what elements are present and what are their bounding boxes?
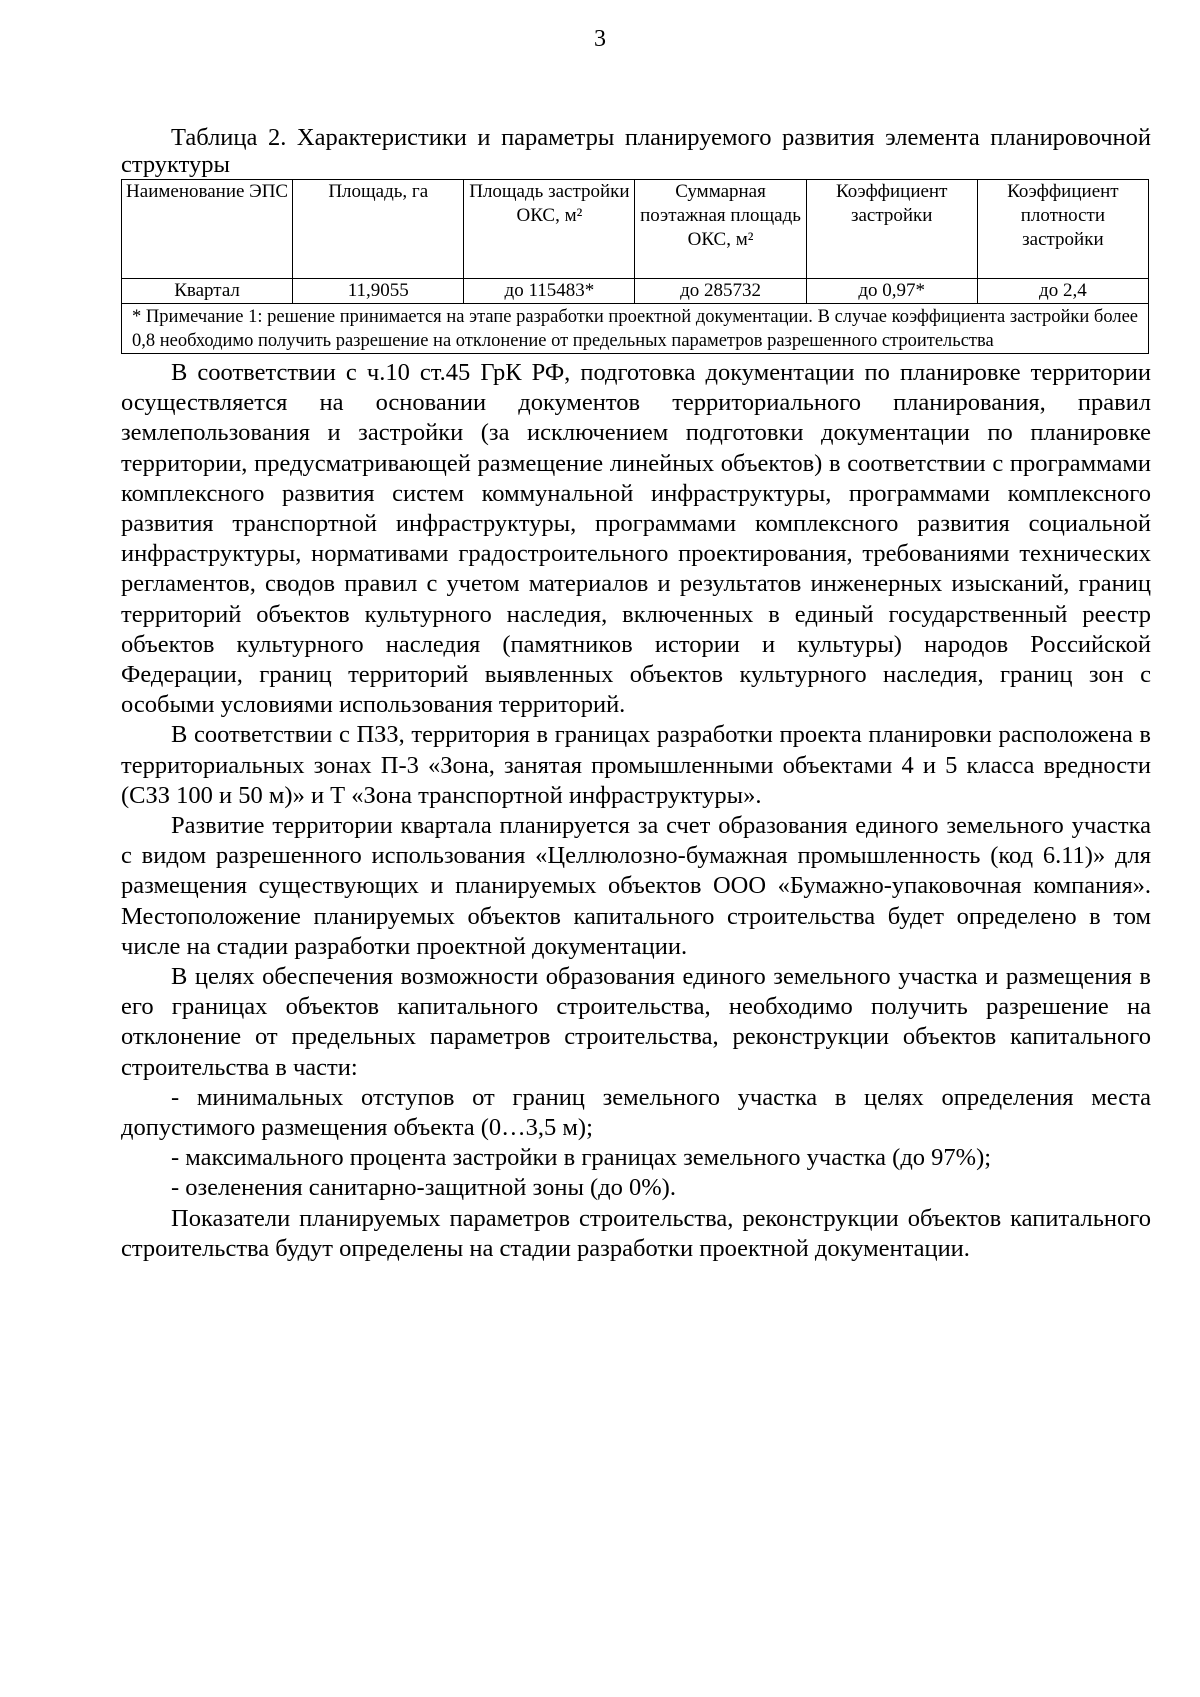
table-row: [122, 279, 1149, 304]
header-cell: Площадь застройки ОКС, м²: [464, 180, 635, 279]
table-header-row: [122, 180, 1149, 279]
header-cell: Наименование ЭПС: [122, 180, 293, 279]
paragraph: Развитие территории квартала планируется за счет образования единого земельного участка с видом разрешенного использования «Целлюлозно-бумажная промышленность (код 6.11)» для размещения существующих и планируемых объектов ООО «Бумажно-упаковочная компания». Местоположение планируемых объектов капитального строительства будет определено в том числе на стадии разработки проектной документации.: [121, 812, 1151, 960]
header-cell: Площадь, га: [293, 180, 464, 279]
table-note: * Примечание 1: решение принимается на этапе разработки проектной документации. В случае коэффициента застройки более 0,8 необходимо получить разрешение на отклонение от предельных параметров разрешенного строительства: [122, 304, 1149, 354]
table-caption: Таблица 2. Характеристики и параметры планируемого развития элемента планировочной структуры: [121, 124, 1151, 178]
table-cell: до 2,4: [977, 279, 1148, 304]
header-cell: Суммарная поэтажная площадь ОКС, м²: [635, 180, 806, 279]
list-item: - минимальных отступов от границ земельного участка в целях определения места допустимого размещения объекта (0…3,5 м);: [121, 1083, 1151, 1142]
table-cell: 11,9055: [293, 279, 464, 304]
page-number: 3: [594, 26, 606, 52]
header-cell: Коэффициент плотности застройки: [977, 180, 1148, 279]
list-item: - озеленения санитарно-защитной зоны (до 0%).: [171, 1174, 676, 1202]
paragraph: В соответствии с ч.10 ст.45 ГрК РФ, подготовка документации по планировке территории осуществляется на основании документов территориального планирования, правил землепользования и застройки (за исключением подготовки документации по планировке территории, предусматривающей размещение линейных объектов) в соответствии с программами комплексного развития систем коммунальной инфраструктуры, программами комплексного развития транспортной инфраструктуры, программами комплексного развития социальной инфраструктуры, нормативами градостроительного проектирования, требованиями технических регламентов, сводов правил с учетом материалов и результатов инженерных изысканий, границ территорий объектов культурного наследия, включенных в единый государственный реестр объектов культурного наследия (памятников истории и культуры) народов Российской Федерации, границ территорий выявленных объектов культурного наследия, границ зон с особыми условиями использования территорий.: [121, 359, 1151, 719]
table-cell: Квартал: [122, 279, 293, 304]
list-item: - максимального процента застройки в границах земельного участка (до 97%);: [171, 1144, 992, 1172]
table-cell: до 0,97*: [806, 279, 977, 304]
header-cell: Коэффициент застройки: [806, 180, 977, 279]
parameters-table: [121, 179, 1149, 354]
paragraph: В целях обеспечения возможности образования единого земельного участка и размещения в его границах объектов капитального строительства, необходимо получить разрешение на отклонение от предельных параметров строительства, реконструкции объектов капитального строительства в части:: [121, 963, 1151, 1081]
paragraph: Показатели планируемых параметров строительства, реконструкции объектов капитального строительства будут определены на стадии разработки проектной документации.: [121, 1204, 1151, 1262]
paragraph: В соответствии с ПЗЗ, территория в границах разработки проекта планировки расположена в территориальных зонах П-3 «Зона, занятая промышленными объектами 4 и 5 класса вредности (СЗЗ 100 и 50 м)» и Т «Зона транспортной инфраструктуры».: [121, 721, 1151, 809]
body-text: [121, 358, 1151, 1264]
table-note-row: [122, 304, 1149, 354]
document-body: [121, 124, 1151, 1264]
table-cell: до 285732: [635, 279, 806, 304]
table-cell: до 115483*: [464, 279, 635, 304]
